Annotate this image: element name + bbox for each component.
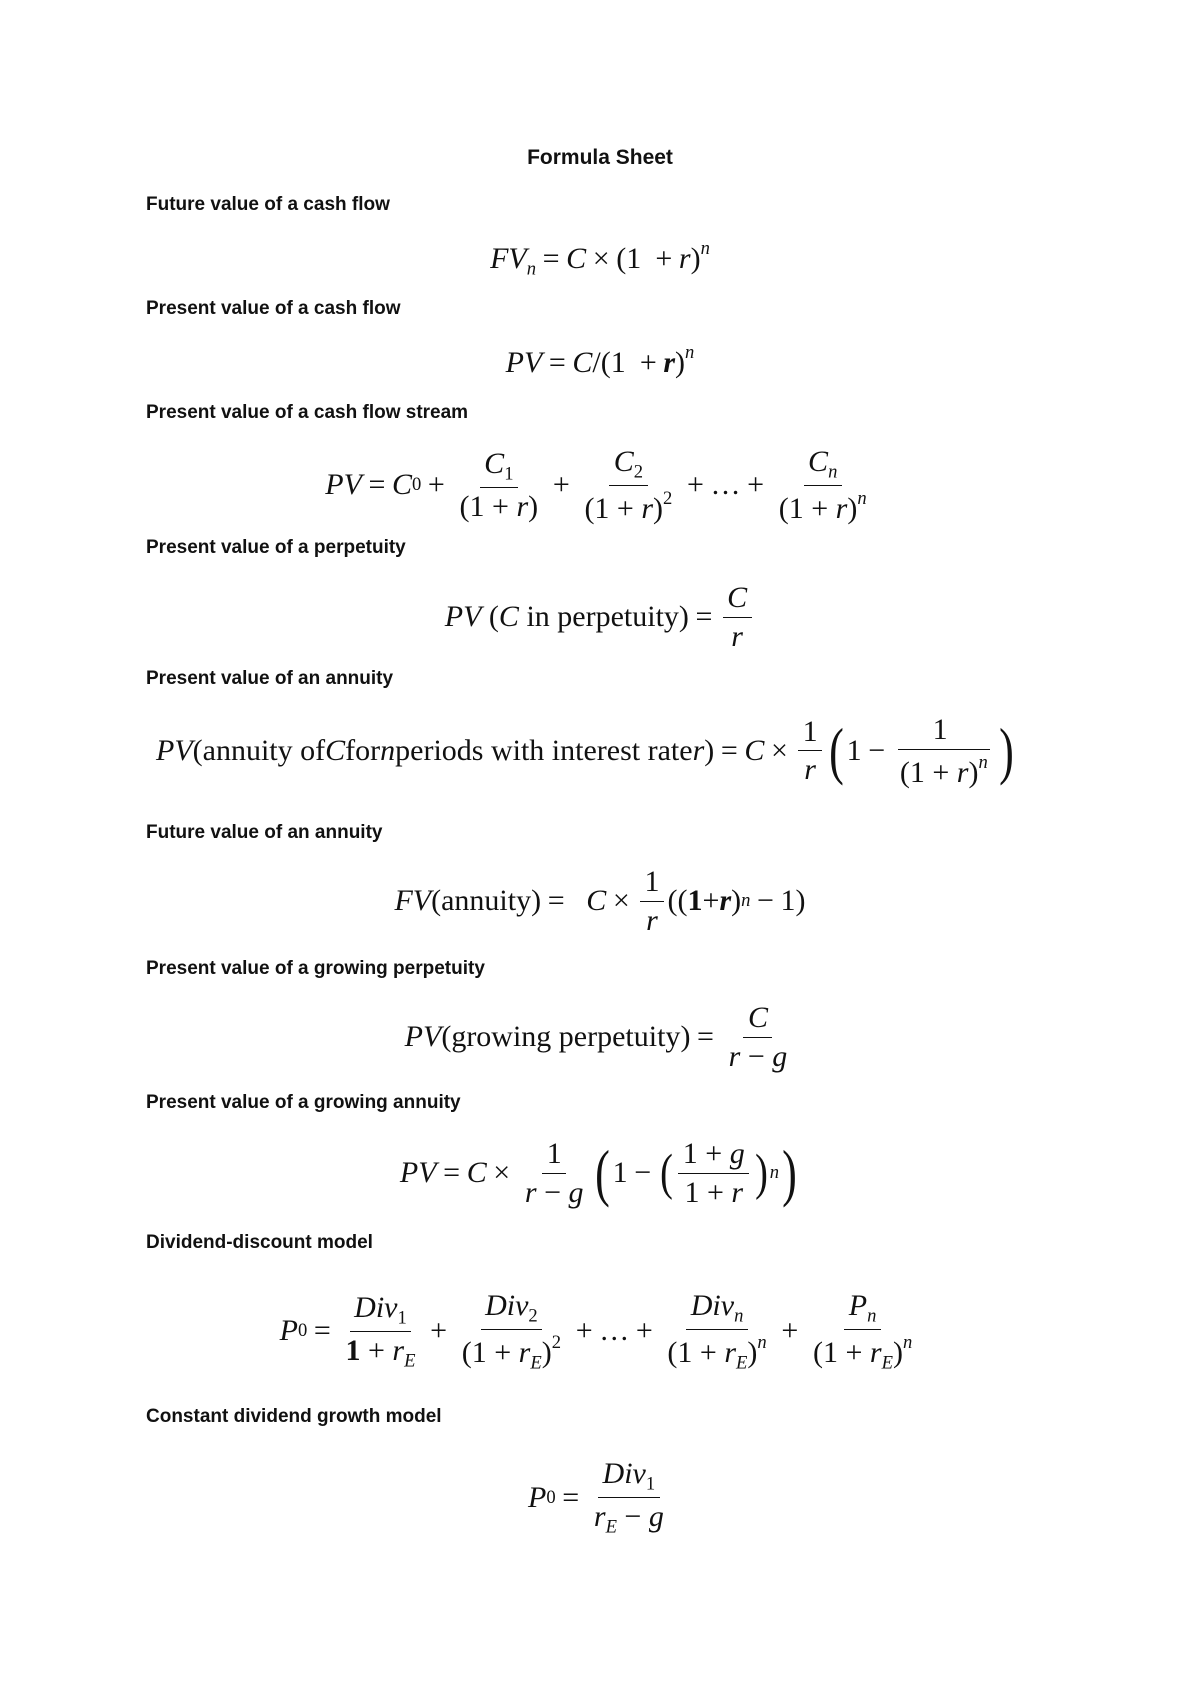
heading-pv-growing-perpetuity: Present value of a growing perpetuity (146, 958, 485, 979)
heading-pv-annuity: Present value of an annuity (146, 668, 394, 689)
ellipsis: … (599, 1314, 630, 1348)
heading-constant-dividend-growth-model: Constant dividend growth model (146, 1406, 442, 1427)
heading-dividend-discount-model: Dividend-discount model (146, 1232, 373, 1253)
formula-pv-growing-perpetuity: PV ( growing perpetuity ) = $\frac{C}{r - g}$ (404, 1001, 788, 1073)
heading-fv-annuity: Future value of an annuity (146, 822, 383, 843)
ellipsis: … (710, 468, 741, 502)
annuity-phrase-2: for (345, 733, 381, 767)
formula-pv-cash-flow-stream: PV = C 0 + $\frac{C_1}{(1 + r)}$ + $\frac{C_2}{(1 + r)^2}$ + … + $\frac{C_n}{(1 + r)^n}$ (325, 445, 867, 525)
page-title: Formula Sheet (527, 146, 673, 169)
heading-fv-cash-flow: Future value of a cash flow (146, 194, 390, 215)
annuity-text: annuity (441, 884, 532, 917)
heading-pv-cash-flow-stream: Present value of a cash flow stream (146, 402, 469, 423)
in-perpetuity-text: in perpetuity (526, 600, 679, 633)
annuity-phrase-1: annuity of (202, 733, 326, 767)
formula-dividend-discount-model: P 0 = $\frac{Div_1}{1 + r_E}$ + $\frac{Div_2}{(1 + r_E)^2}$ + … + $\frac{Div_n}{(1 + r_E)^n}$ + $\frac{P_n}{(1 + r_E)^n}$ (279, 1289, 913, 1374)
heading-pv-cash-flow: Present value of a cash flow (146, 298, 401, 319)
growing-perpetuity-text: growing perpetuity (451, 1020, 681, 1053)
formula-pv-annuity: PV ( annuity of C for n periods with interest rate r ) = C × $\frac{1}{r}$ ( 1 − $\frac{1}{(1 + r)^n}$ ) (156, 713, 1014, 789)
annuity-phrase-3: periods with interest rate (395, 733, 693, 767)
heading-pv-growing-annuity: Present value of a growing annuity (146, 1092, 461, 1113)
formula-fv-annuity: FV ( annuity ) = C × $\frac{1}{r}$ (( 1 + r ) n − 1) (394, 865, 806, 937)
formula-pv-cash-flow: PV = $C/(1 + r)^n$ (505, 342, 695, 379)
formula-fv-cash-flow: $FV_n = C \times (1 + r)^n$ (490, 238, 710, 280)
formula-pv-perpetuity: PV ( C in perpetuity ) = $\frac{C}{r}$ (0, 582, 1200, 652)
formula-pv-growing-annuity: PV = C × $\frac{1}{r - g}$ ( 1 − ( $\frac{1 + g}{1 + r}$ ) n ) (399, 1137, 797, 1209)
formula-constant-dividend-growth-model: P 0 = $\frac{Div_1}{r_E - g}$ (528, 1457, 664, 1538)
heading-pv-perpetuity: Present value of a perpetuity (146, 537, 406, 558)
